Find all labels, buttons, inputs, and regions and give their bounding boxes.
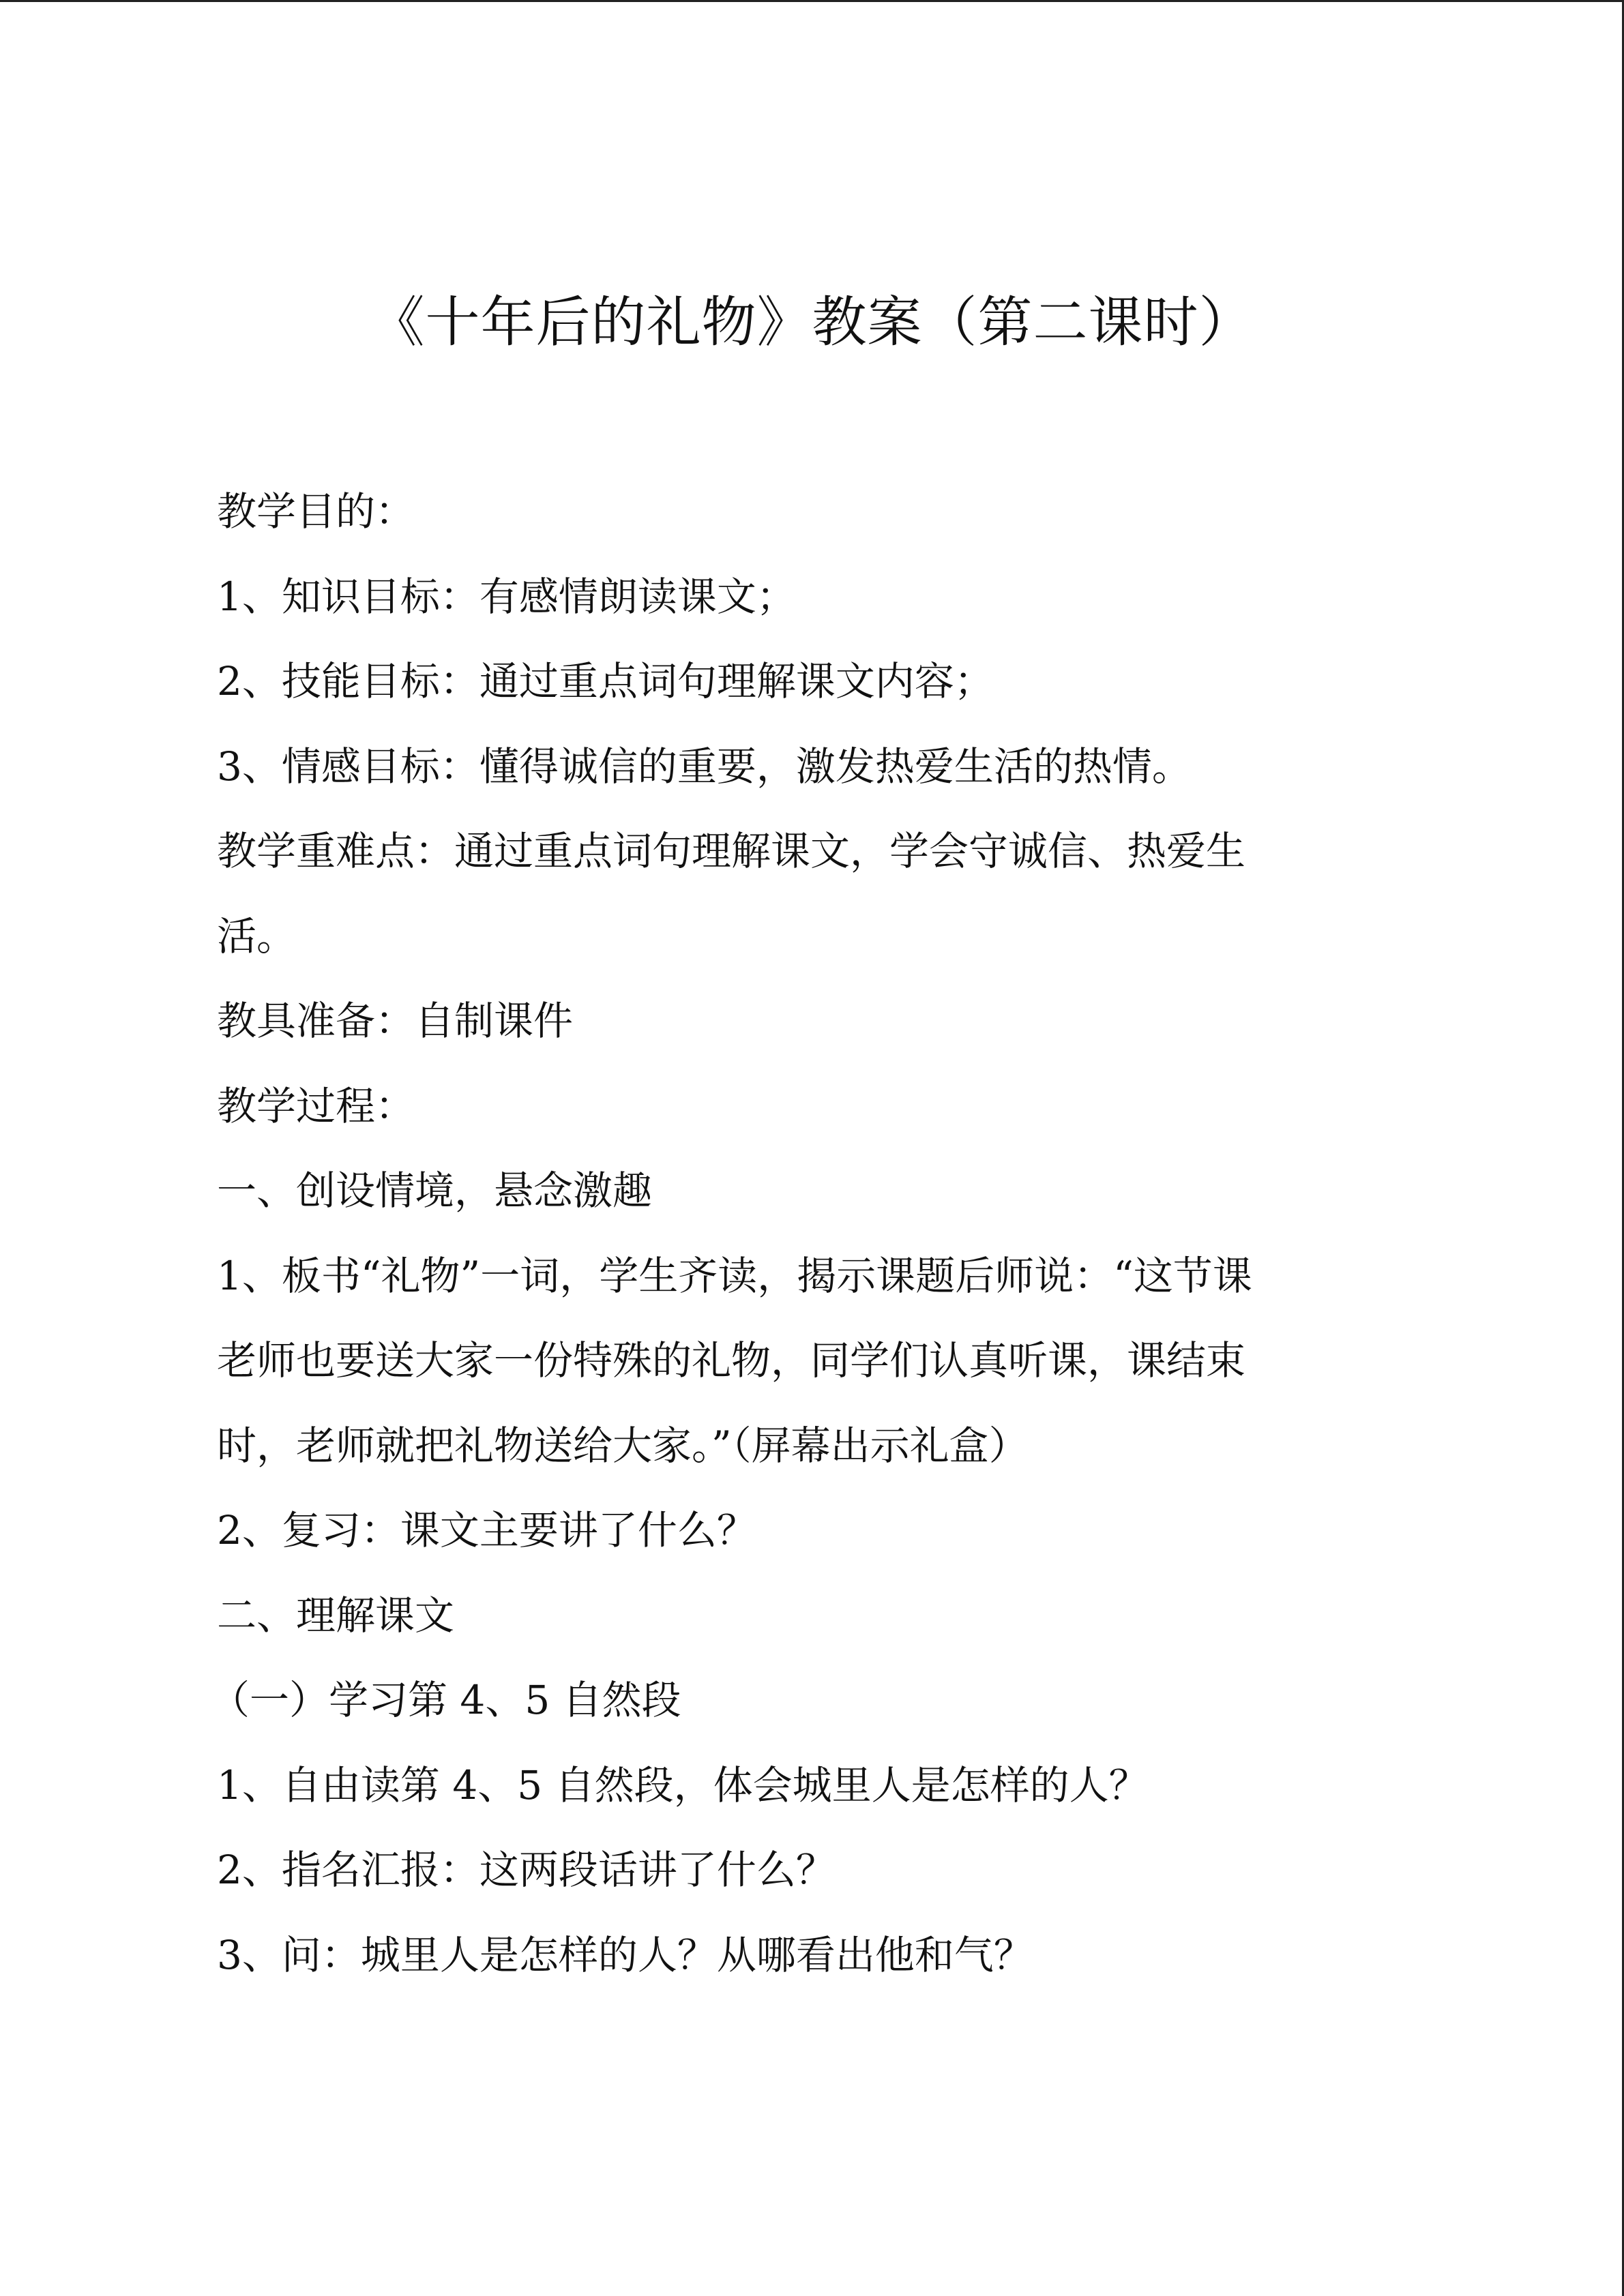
text-line: 2、指名汇报：这两段话讲了什么？	[217, 1847, 836, 1893]
text-line: 二、理解课文	[217, 1592, 455, 1639]
text-line: 教学重难点：通过重点词句理解课文，学会守诚信、热爱生	[217, 828, 1246, 874]
text-line: 2、复习：课文主要讲了什么？	[217, 1507, 756, 1553]
text-line: 教学目的：	[217, 488, 415, 535]
document-title: 《十年后的礼物》教案（第二课时）	[370, 290, 1254, 354]
text-line: 教学过程：	[217, 1082, 415, 1129]
text-line: 教具准备：自制课件	[217, 998, 574, 1044]
text-line: 时，老师就把礼物送给大家。”（屏幕出示礼盒）	[217, 1422, 1029, 1469]
text-line: 1、板书“礼物”一词，学生齐读，揭示课题后师说：“这节课	[217, 1252, 1252, 1299]
document-body	[210, 469, 1458, 1997]
text-line: 3、问：城里人是怎样的人？从哪看出他和气？	[217, 1931, 1033, 1978]
text-line: 老师也要送大家一份特殊的礼物，同学们认真听课，课结束	[217, 1337, 1246, 1384]
text-line: 1、自由读第 4、5 自然段，体会城里人是怎样的人？	[217, 1761, 1149, 1808]
text-line: 1、知识目标：有感情朗读课文；	[217, 573, 796, 620]
text-line: （一）学习第 4、5 自然段	[210, 1677, 681, 1723]
text-line: 3、情感目标：懂得诚信的重要，激发热爱生活的热情。	[217, 743, 1192, 790]
text-line: 2、技能目标：通过重点词句理解课文内容；	[217, 658, 994, 704]
text-line: 一、创设情境，悬念激趣	[217, 1167, 653, 1214]
text-line: 活。	[217, 912, 297, 959]
